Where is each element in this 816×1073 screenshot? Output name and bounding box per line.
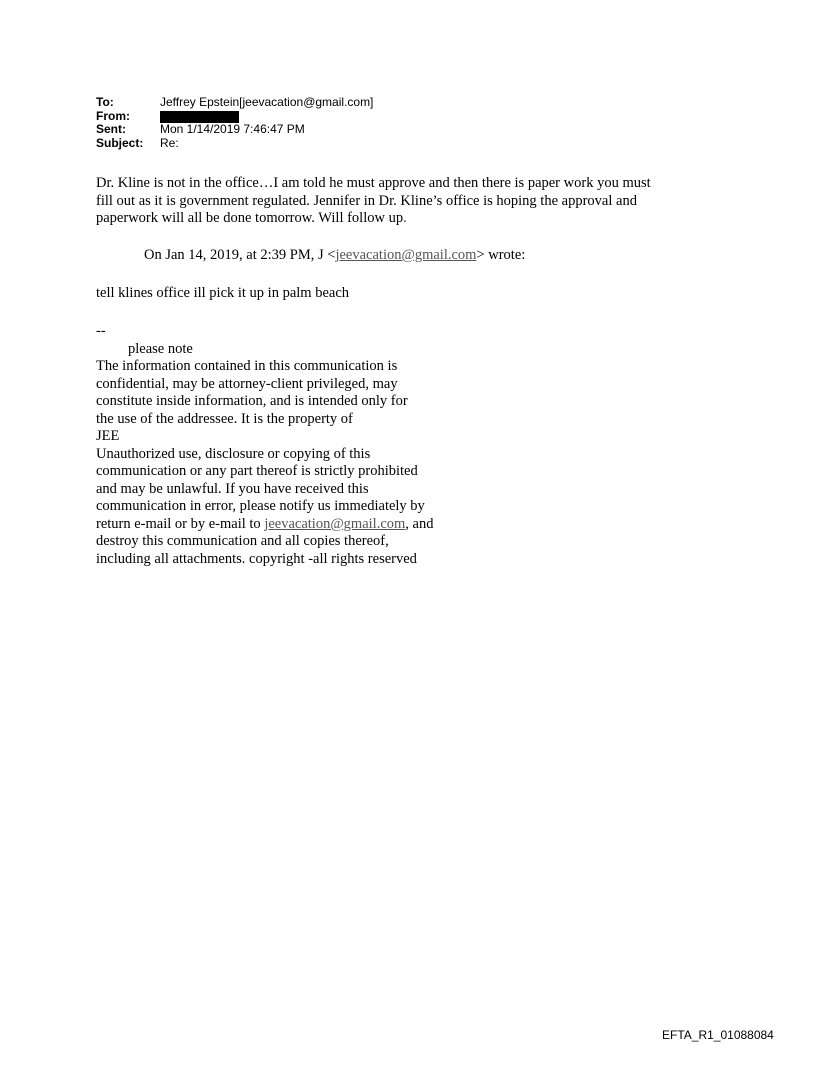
signature-line: the use of the addressee. It is the property of [96,410,353,427]
quote-suffix: > wrote: [476,247,526,263]
signature-line: Unauthorized use, disclosure or copying of this [96,445,371,462]
to-value: Jeffrey Epstein[jeevacation@gmail.com] [160,95,374,109]
subject-label: Subject: [96,135,144,150]
signature-line: including all attachments. copyright -all rights reserved [96,550,417,567]
signature-note: please note [128,340,193,357]
signature-line: communication in error, please notify us immediately by [96,498,425,514]
signature-line: The information contained in this communication is [96,358,398,374]
body-line: Dr. Kline is not in the office…I am told he must approve and then there is paper work you must [96,175,651,191]
to-label: To: [96,95,114,109]
signature-line: communication or any part thereof is strictly prohibited [96,463,418,479]
signature-email-link[interactable]: jeevacation@gmail.com [264,515,406,532]
subject-value: Re: [160,135,179,150]
quoted-reply: tell klines office ill pick it up in palm beach [96,285,350,301]
signature-line: JEE [96,428,120,444]
body-line [96,210,726,228]
quote-email-link[interactable]: jeevacation@gmail.com [335,247,477,263]
signature-line: constitute inside information, and is intended only for [96,393,408,409]
subject-row [96,137,373,151]
signature-email-prefix: return e-mail or by e-mail to [96,515,265,532]
signature-email-line [96,516,496,534]
redaction-bar [160,111,239,123]
sent-label: Sent: [96,122,126,136]
signature-line: destroy this communication and all copies thereof, [96,533,389,549]
from-label: From: [96,108,130,123]
body-line: fill out as it is government regulated. Jennifer in Dr. Kline’s office is hoping the approval and [96,192,637,209]
signature-dashes: -- [96,323,106,339]
body-line-period: . [403,210,407,226]
quote-prefix: On Jan 14, 2019, at 2:39 PM, J < [144,247,336,263]
to-row [96,96,373,110]
message-body [96,175,726,228]
quote-header [144,247,525,265]
email-header [96,96,373,150]
sent-row [96,123,373,137]
sent-value: Mon 1/14/2019 7:46:47 PM [160,122,305,136]
signature-block [96,323,496,568]
signature-line: and may be unlawful. If you have received this [96,480,369,497]
from-row [96,110,373,124]
body-line-text: paperwork will all be done tomorrow. Will follow up [96,210,404,226]
signature-line: confidential, may be attorney-client privileged, may [96,375,398,392]
signature-email-suffix: , and [405,515,434,532]
document-id: EFTA_R1_01088084 [662,1028,774,1042]
